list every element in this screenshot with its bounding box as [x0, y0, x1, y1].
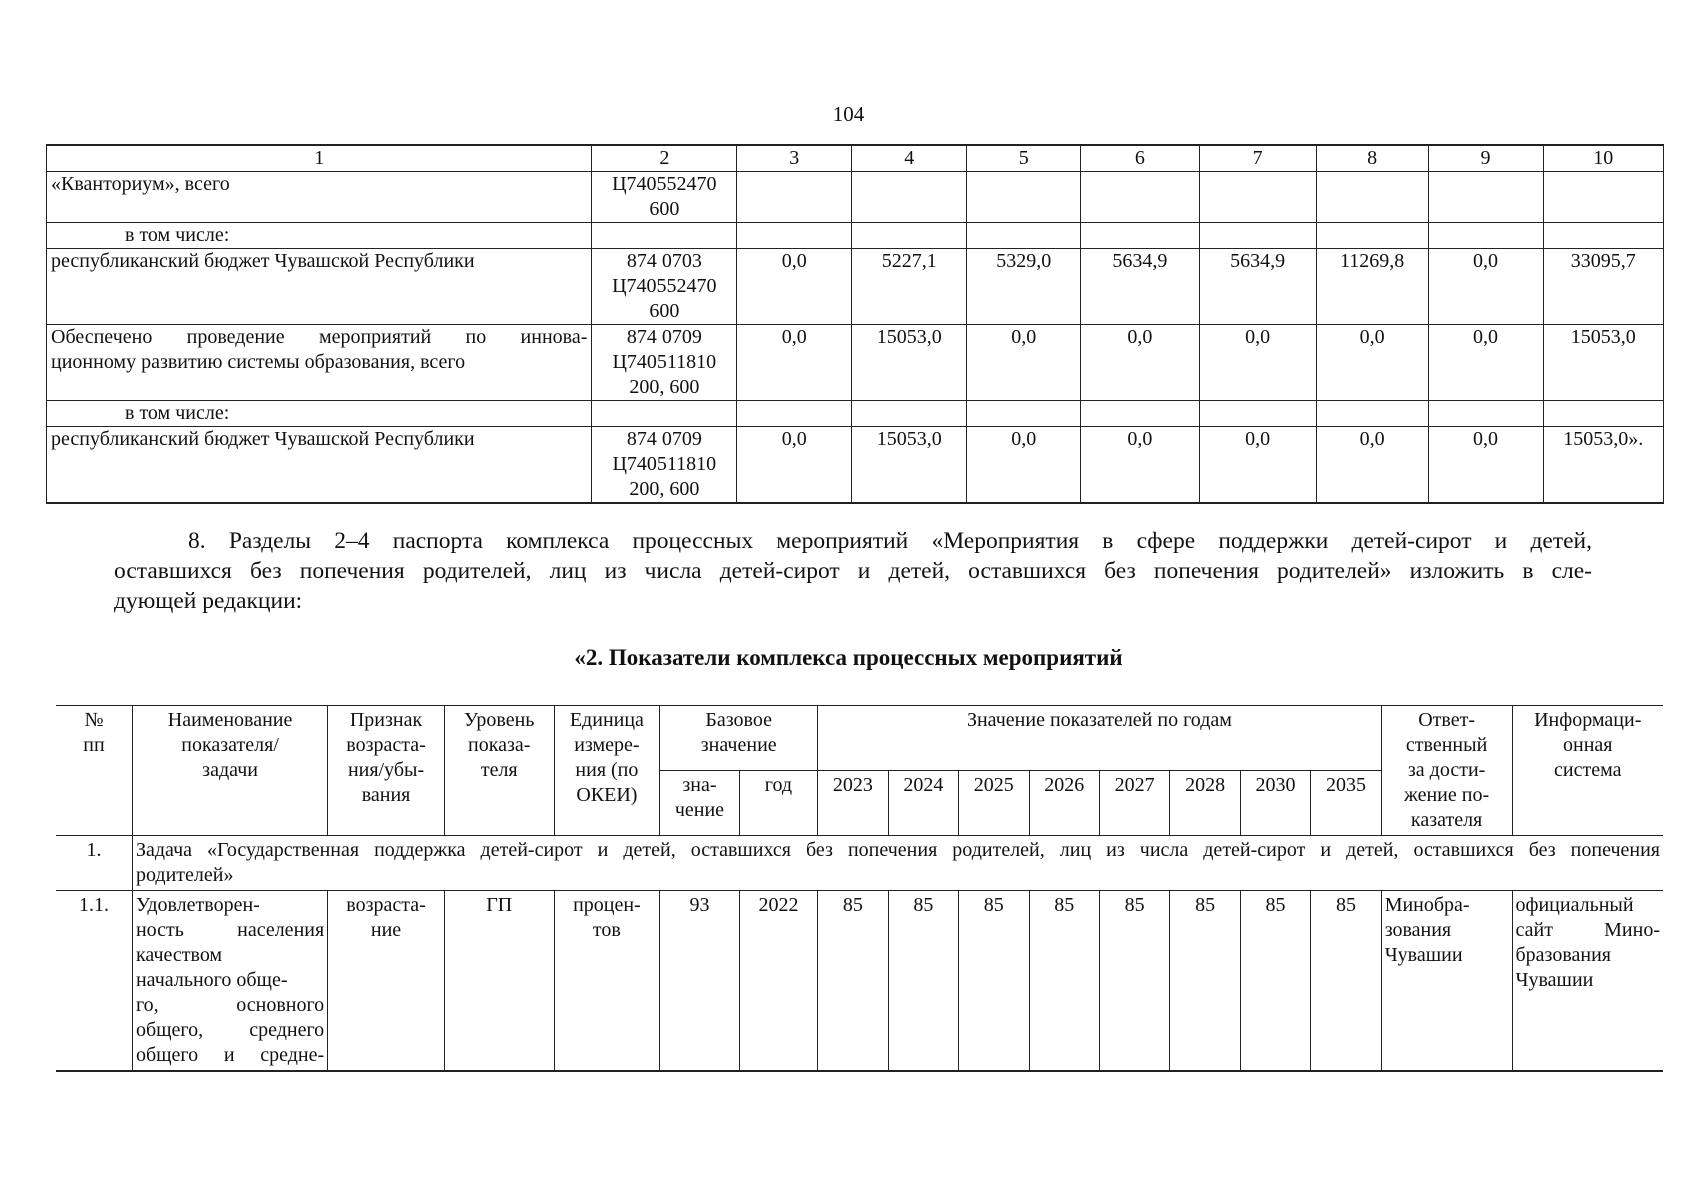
budget-value: 15053,0».	[1543, 427, 1663, 504]
budget-row-code: 874 0709 Ц740511810 200, 600	[592, 427, 737, 504]
indicator-responsible: Минобра- зования Чувашии	[1381, 891, 1512, 1072]
indicator-value: 85	[1311, 891, 1381, 1072]
budget-col-header: 7	[1199, 145, 1316, 172]
task-text: Задача «Государственная поддержка детей-сирот и детей, оставшихся без попечения родителей, лиц из числа детей-сирот и детей, оставшихся без попечения родителей»	[132, 836, 1663, 891]
budget-row-name: в том числе:	[47, 401, 592, 427]
budget-row-name: Обеспечено проведение мероприятий по иннова- ционному развитию системы образования, всего	[47, 325, 592, 401]
budget-value: 0,0	[1428, 427, 1543, 504]
indicator-value: 85	[1240, 891, 1310, 1072]
header-num: № пп	[56, 706, 132, 836]
indicator-level: ГП	[444, 891, 554, 1072]
budget-value: 5634,9	[1081, 249, 1199, 325]
budget-value: 0,0	[1199, 427, 1316, 504]
budget-value: 0,0	[1428, 249, 1543, 325]
indicator-base-year: 2022	[739, 891, 817, 1072]
header-sign: Признак возраста- ния/убы- вания	[328, 706, 445, 836]
header-responsible: Ответ- ственный за дости- жение по- казателя	[1381, 706, 1512, 836]
header-info-system: Информаци- онная система	[1512, 706, 1663, 836]
budget-value: 15053,0	[1543, 325, 1663, 401]
header-base-year: год	[739, 771, 817, 836]
indicator-name: Удовлетворен- ность населения качеством начального обще- го, основного общего, среднего общего и средне-	[132, 891, 327, 1072]
indicator-sign: возраста- ние	[328, 891, 445, 1072]
indicators-table	[56, 705, 1663, 1072]
budget-value: 0,0	[1316, 325, 1428, 401]
header-year: 2027	[1099, 771, 1169, 836]
budget-row	[47, 325, 1664, 401]
budget-row	[47, 401, 1664, 427]
header-name: Наименование показателя/ задачи	[132, 706, 327, 836]
header-year: 2023	[818, 771, 888, 836]
indicator-value: 85	[1029, 891, 1099, 1072]
budget-table	[46, 144, 1664, 504]
budget-row-name: в том числе:	[47, 223, 592, 249]
budget-value: 0,0	[737, 427, 852, 504]
indicator-value: 85	[959, 891, 1029, 1072]
header-base: Базовое значение	[660, 706, 818, 771]
page-number: 104	[832, 102, 865, 126]
indicator-info-system: официальный сайт Мино- бразования Чувашии	[1512, 891, 1663, 1072]
task-row	[56, 836, 1663, 891]
budget-value: 0,0	[967, 427, 1081, 504]
budget-col-header: 4	[852, 145, 967, 172]
budget-row-code: 874 0709 Ц740511810 200, 600	[592, 325, 737, 401]
header-values-by-year: Значение показателей по годам	[818, 706, 1382, 771]
budget-col-header: 2	[592, 145, 737, 172]
header-year: 2035	[1311, 771, 1381, 836]
indicator-value: 85	[1170, 891, 1240, 1072]
budget-value: 15053,0	[852, 427, 967, 504]
task-num: 1.	[56, 836, 132, 891]
budget-col-header: 3	[737, 145, 852, 172]
budget-col-header: 8	[1316, 145, 1428, 172]
budget-value: 5227,1	[852, 249, 967, 325]
budget-value: 0,0	[1081, 325, 1199, 401]
budget-row-code: Ц740552470 600	[592, 172, 737, 223]
paragraph-line: дующей редакции:	[114, 588, 303, 614]
budget-value: 0,0	[1199, 325, 1316, 401]
budget-col-header: 1	[47, 145, 592, 172]
budget-header-row	[47, 145, 1664, 172]
paragraph-line: оставшихся без попечения родителей, лиц из числа детей-сирот и детей, оставшихся без попечения родителей» изложить в сле-	[114, 558, 1592, 584]
budget-row	[47, 249, 1664, 325]
budget-value: 0,0	[1428, 325, 1543, 401]
header-base-value: зна- чение	[660, 771, 739, 836]
indicator-value: 85	[818, 891, 888, 1072]
budget-row-name: «Кванториум», всего	[47, 172, 592, 223]
header-year: 2030	[1240, 771, 1310, 836]
budget-value: 11269,8	[1316, 249, 1428, 325]
indicators-header-row	[56, 706, 1663, 771]
budget-row	[47, 427, 1664, 504]
paragraph-line: 8. Разделы 2–4 паспорта комплекса процессных мероприятий «Мероприятия в сфере поддержки детей-сирот и детей,	[188, 528, 1592, 554]
budget-value: 0,0	[1081, 427, 1199, 504]
section-title: «2. Показатели комплекса процессных мероприятий	[574, 645, 1123, 670]
budget-row	[47, 172, 1664, 223]
budget-value: 5634,9	[1199, 249, 1316, 325]
indicator-unit: процен- тов	[554, 891, 660, 1072]
header-level: Уровень показа- теля	[444, 706, 554, 836]
header-year: 2025	[959, 771, 1029, 836]
budget-row-name: республиканский бюджет Чувашской Республики	[47, 427, 592, 504]
amendment-paragraph	[114, 526, 1592, 616]
budget-value: 5329,0	[967, 249, 1081, 325]
indicator-base-value: 93	[660, 891, 739, 1072]
budget-col-header: 5	[967, 145, 1081, 172]
budget-value: 0,0	[1316, 427, 1428, 504]
budget-row	[47, 223, 1664, 249]
header-unit: Единица измере- ния (по ОКЕИ)	[554, 706, 660, 836]
budget-value: 0,0	[737, 325, 852, 401]
budget-col-header: 10	[1543, 145, 1663, 172]
budget-row-code: 874 0703 Ц740552470 600	[592, 249, 737, 325]
header-year: 2026	[1029, 771, 1099, 836]
budget-row-name: республиканский бюджет Чувашской Республики	[47, 249, 592, 325]
indicator-value: 85	[888, 891, 958, 1072]
header-year: 2024	[888, 771, 958, 836]
header-year: 2028	[1170, 771, 1240, 836]
budget-value: 0,0	[967, 325, 1081, 401]
indicator-num: 1.1.	[56, 891, 132, 1072]
budget-value: 0,0	[737, 249, 852, 325]
budget-col-header: 9	[1428, 145, 1543, 172]
budget-value: 15053,0	[852, 325, 967, 401]
indicator-value: 85	[1099, 891, 1169, 1072]
budget-value: 33095,7	[1543, 249, 1663, 325]
indicator-row	[56, 891, 1663, 1072]
budget-col-header: 6	[1081, 145, 1199, 172]
